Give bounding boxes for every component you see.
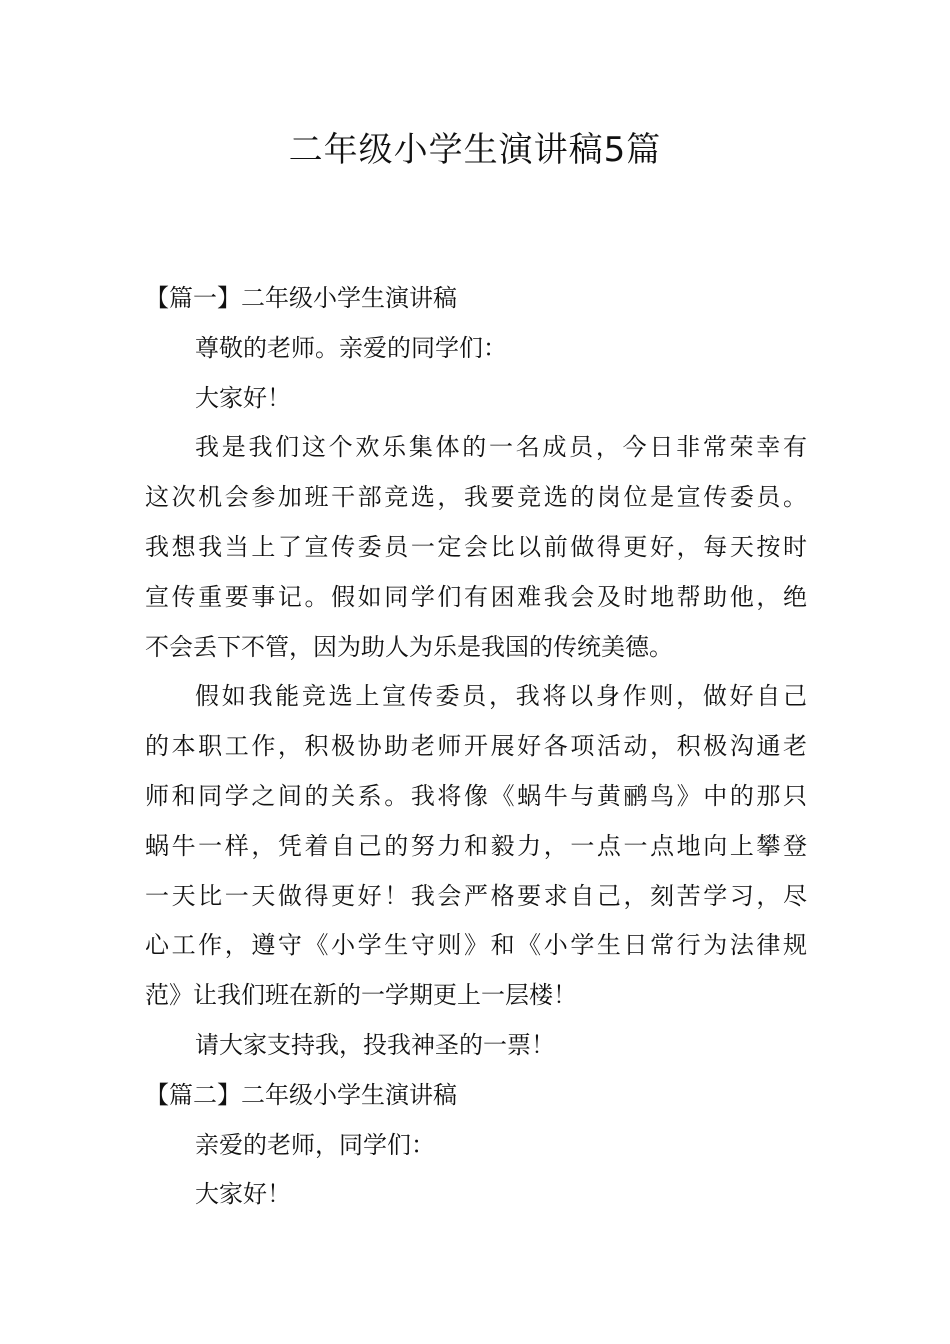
paragraph-line: 宣传重要事记。假如同学们有困难我会及时地帮助他，绝 bbox=[145, 582, 807, 611]
paragraph-line: 尊敬的老师。亲爱的同学们： bbox=[195, 333, 507, 362]
paragraph-line: 一天比一天做得更好！我会严格要求自己，刻苦学习，尽 bbox=[145, 881, 807, 910]
paragraph-line: 蜗牛一样，凭着自己的努力和毅力，一点一点地向上攀登 bbox=[145, 831, 807, 860]
paragraph-line: 不会丢下不管，因为助人为乐是我国的传统美德。 bbox=[145, 632, 673, 661]
paragraph-line: 我是我们这个欢乐集体的一名成员，今日非常荣幸有 bbox=[195, 433, 807, 462]
paragraph-line: 这次机会参加班干部竞选，我要竞选的岗位是宣传委员。 bbox=[145, 483, 807, 512]
paragraph-line: 假如我能竞选上宣传委员，我将以身作则，做好自己 bbox=[195, 682, 807, 711]
paragraph-line: 心工作，遵守《小学生守则》和《小学生日常行为法律规 bbox=[145, 931, 807, 960]
paragraph-line: 师和同学之间的关系。我将像《蜗牛与黄鹂鸟》中的那只 bbox=[145, 781, 807, 810]
document-body bbox=[145, 274, 807, 1220]
paragraph-line: 我想我当上了宣传委员一定会比以前做得更好，每天按时 bbox=[145, 532, 807, 561]
paragraph-line: 大家好！ bbox=[195, 383, 291, 412]
paragraph-line: 大家好！ bbox=[195, 1180, 291, 1209]
section-heading: 【篇二】二年级小学生演讲稿 bbox=[145, 1080, 457, 1109]
paragraph-line: 亲爱的老师，同学们： bbox=[195, 1130, 435, 1159]
document-title: 二年级小学生演讲稿5篇 bbox=[288, 130, 662, 170]
paragraph-line: 范》让我们班在新的一学期更上一层楼！ bbox=[145, 981, 577, 1010]
paragraph-line: 请大家支持我，投我神圣的一票！ bbox=[195, 1030, 555, 1059]
section-heading: 【篇一】二年级小学生演讲稿 bbox=[145, 284, 457, 312]
paragraph-line: 的本职工作，积极协助老师开展好各项活动，积极沟通老 bbox=[145, 732, 807, 761]
